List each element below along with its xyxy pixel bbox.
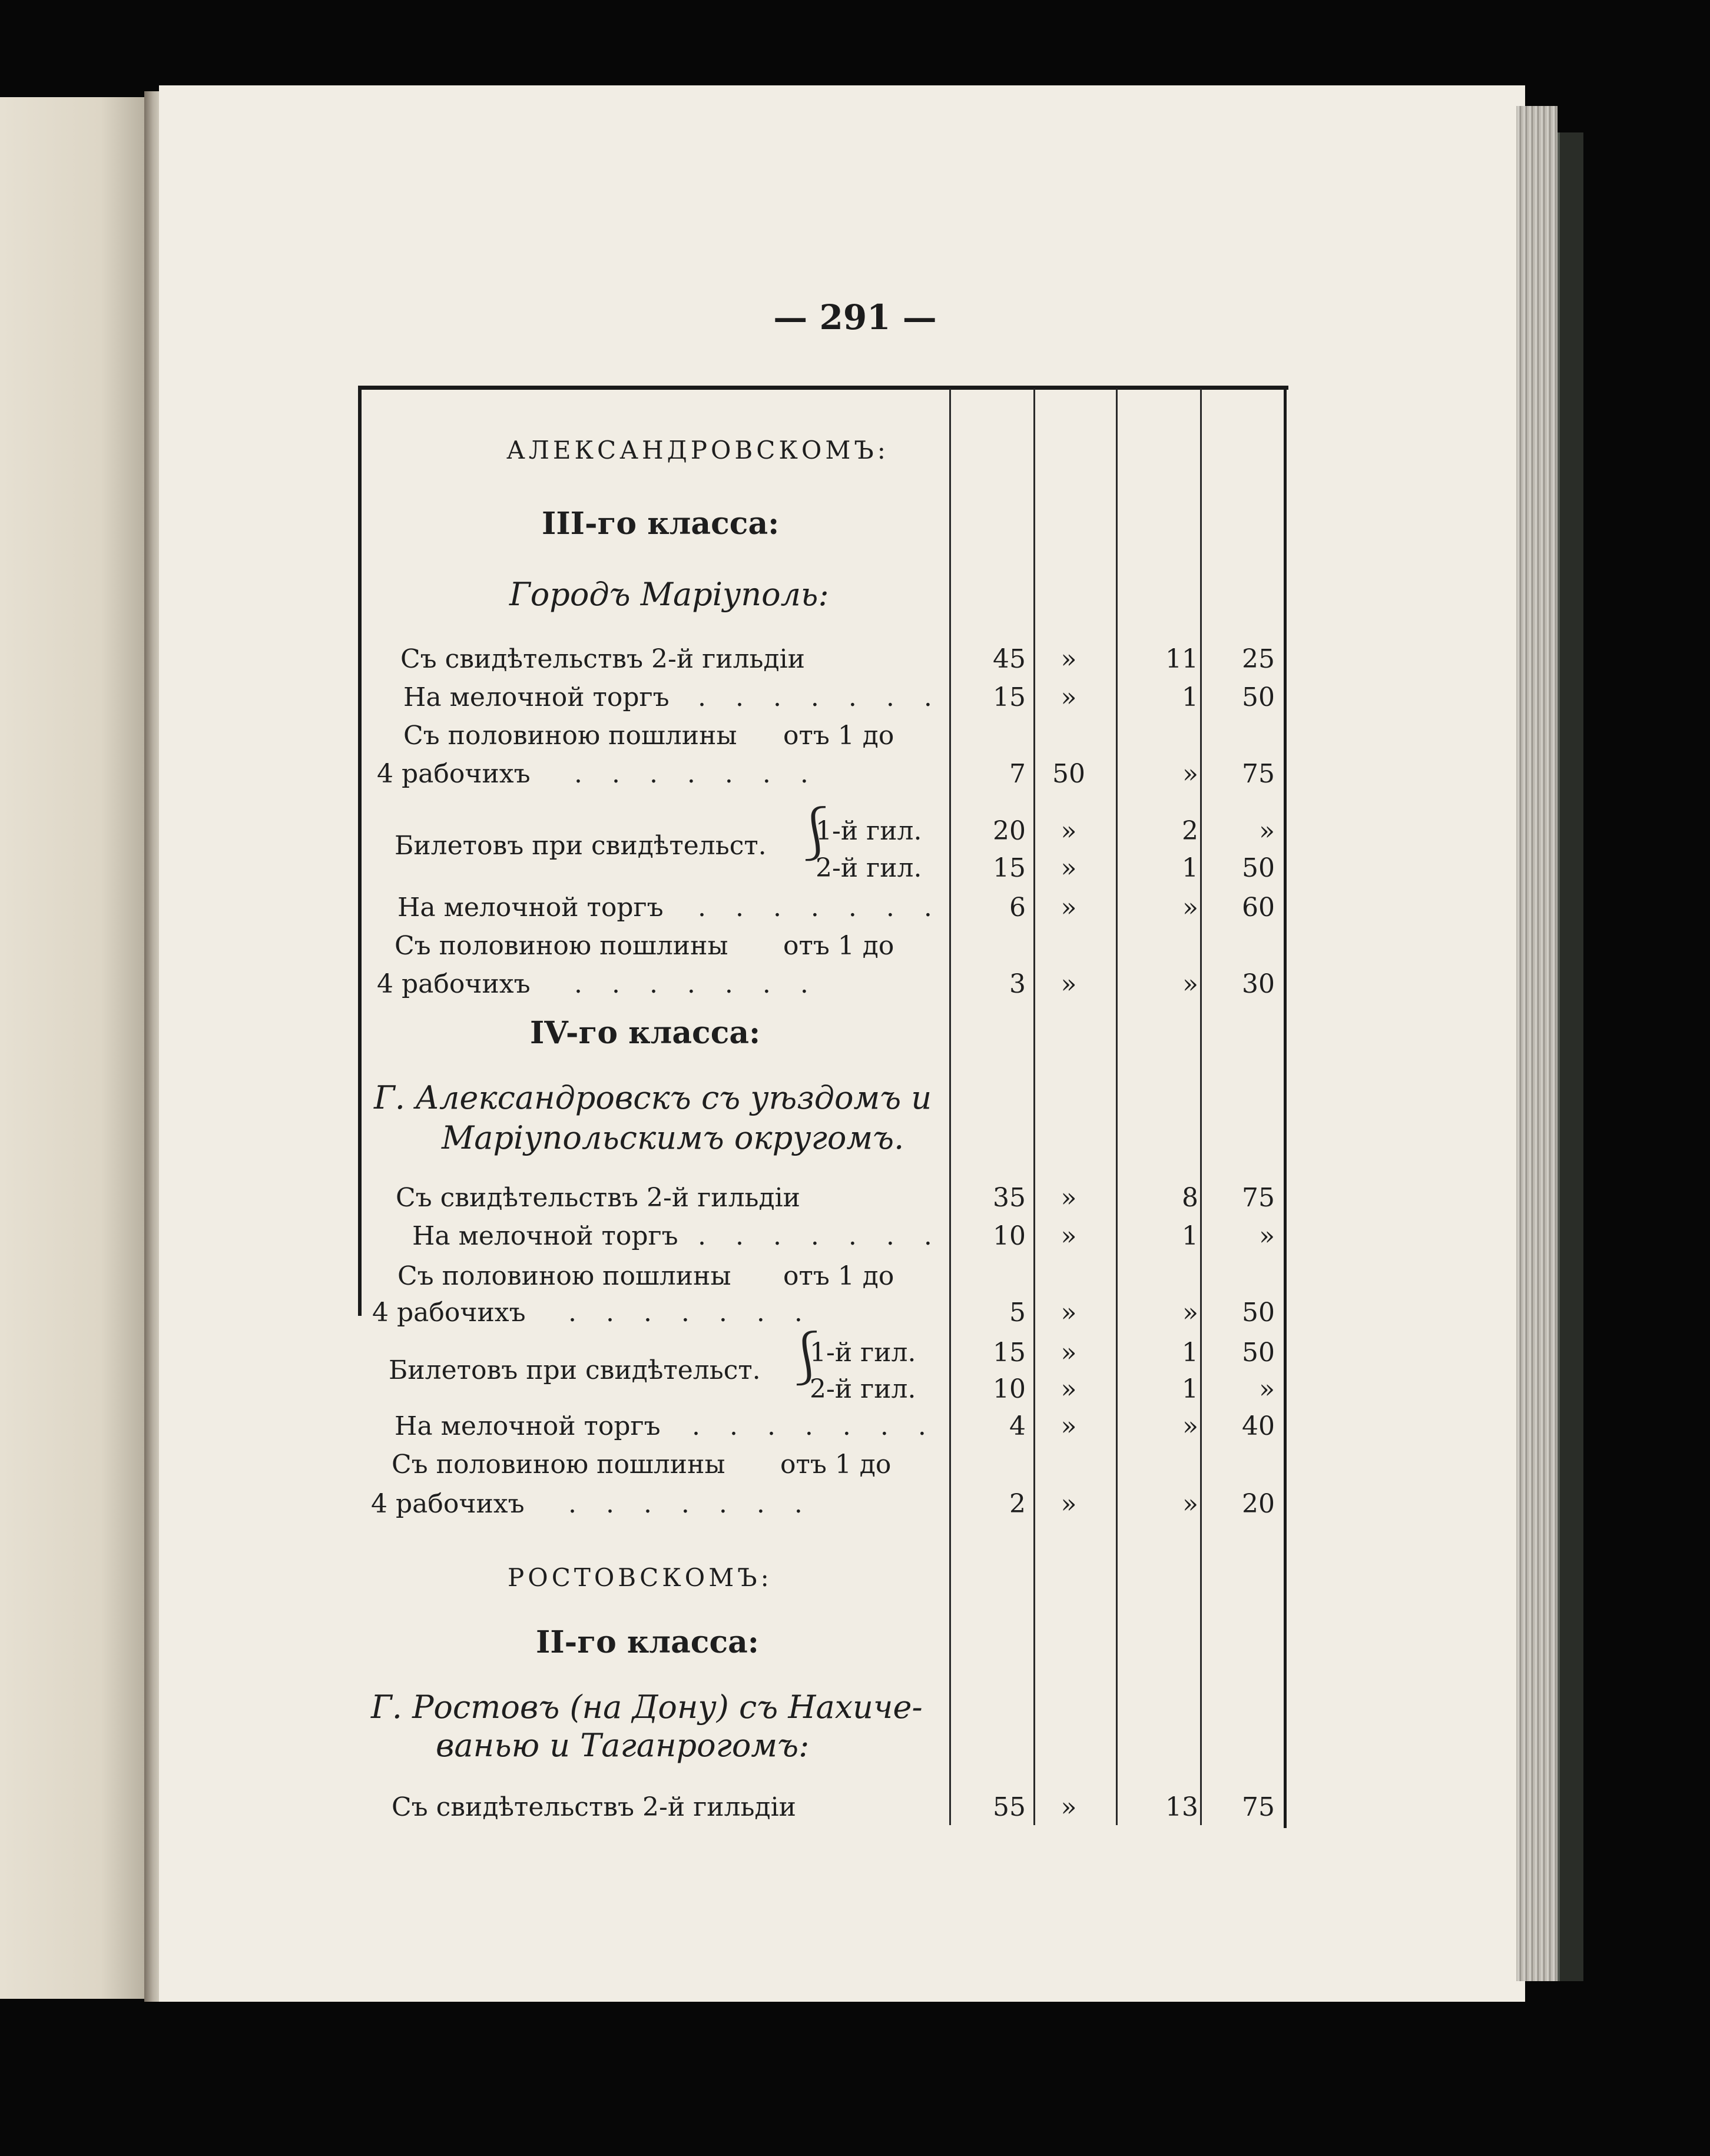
cell: » (1182, 759, 1198, 789)
city-title: Маріупольскимъ округомъ. (442, 1119, 904, 1156)
section-heading (0, 1560, 1710, 1596)
leader-dots: . . . . . . . (698, 682, 943, 712)
cell: 10 (993, 1221, 1026, 1251)
cell: 10 (993, 1374, 1026, 1404)
city-title: ванью и Таганрогомъ: (436, 1727, 810, 1764)
cell: 55 (993, 1792, 1026, 1822)
row-label: Съ половиною пошлины (395, 931, 728, 961)
row-label: На мелочной торгъ (403, 682, 670, 712)
row-label: Билетовъ при свидѣтельст. (389, 1355, 761, 1385)
table-row (0, 928, 1710, 964)
cell: 20 (1242, 1489, 1275, 1519)
table-row (0, 967, 1710, 1002)
cell: 1 (1182, 1374, 1198, 1404)
row-label: Съ свидѣтельствъ 2-й гильдіи (392, 1792, 796, 1822)
cell: » (1259, 1221, 1275, 1251)
class-title: IV-го класса: (530, 1015, 761, 1051)
cell: 15 (993, 853, 1026, 883)
cell: » (1061, 853, 1077, 883)
cell: 35 (993, 1183, 1026, 1213)
cell: » (1061, 816, 1077, 846)
table-row (0, 1447, 1710, 1482)
table-row (0, 851, 1710, 886)
cell: » (1182, 1298, 1198, 1328)
cell: 1 (1182, 853, 1198, 883)
cell: 50 (1052, 759, 1085, 789)
leader-dots: . . . . . . . (574, 759, 819, 789)
cell: » (1061, 1792, 1077, 1822)
cell: 45 (993, 644, 1026, 674)
city-title: Городъ Маріуполь: (509, 576, 829, 613)
cell: » (1061, 1298, 1077, 1328)
cell: » (1061, 1489, 1077, 1519)
cell: 5 (1009, 1298, 1026, 1328)
cell: 50 (1242, 1298, 1275, 1328)
table-row (0, 890, 1710, 926)
cell: » (1182, 1489, 1198, 1519)
page-number: — 291 — (773, 297, 937, 337)
row-label: отъ 1 до (783, 721, 894, 751)
row-label: отъ 1 до (783, 1261, 894, 1291)
class-heading (0, 1016, 1710, 1051)
cell: 50 (1242, 1338, 1275, 1368)
table-row (0, 757, 1710, 792)
cell: » (1182, 969, 1198, 999)
row-label: отъ 1 до (783, 931, 894, 961)
cell: » (1061, 893, 1077, 923)
city-title: Г. Ростовъ (на Дону) съ Нахиче- (371, 1689, 923, 1726)
section-heading (0, 433, 1710, 468)
city-heading (0, 1728, 1710, 1763)
leader-dots: . . . . . . . (698, 1221, 943, 1251)
district-title: АЛЕКСАНДРОВСКОМЪ: (506, 436, 889, 465)
class-title: III-го класса: (542, 506, 780, 542)
table-row (0, 1372, 1710, 1407)
cell: 60 (1242, 893, 1275, 923)
row-label: На мелочной торгъ (397, 893, 664, 923)
table-row (0, 718, 1710, 754)
cell: » (1061, 1374, 1077, 1404)
class-heading (0, 506, 1710, 542)
cell: 1 (1182, 1221, 1198, 1251)
cell: 75 (1242, 759, 1275, 789)
table-row (0, 680, 1710, 715)
brace-icon: ⎰ (780, 1328, 833, 1389)
leader-dots: . . . . . . . (574, 969, 819, 999)
row-label: 1-й гил. (816, 816, 922, 846)
cell: 15 (993, 1338, 1026, 1368)
cell: 3 (1009, 969, 1026, 999)
cell: » (1061, 969, 1077, 999)
row-label: 2-й гил. (816, 853, 922, 883)
cell: » (1061, 682, 1077, 712)
cell: 1 (1182, 682, 1198, 712)
cell: 50 (1242, 682, 1275, 712)
cell: 20 (993, 816, 1026, 846)
table-row (0, 1219, 1710, 1254)
cell: » (1259, 1374, 1275, 1404)
cell: » (1061, 644, 1077, 674)
cell: 1 (1182, 1338, 1198, 1368)
row-label: отъ 1 до (780, 1450, 892, 1480)
row-label: 2-й гил. (810, 1374, 916, 1404)
cell: 13 (1165, 1792, 1198, 1822)
table-row (0, 1259, 1710, 1294)
table-row (0, 803, 1710, 865)
row-label: На мелочной торгъ (395, 1411, 661, 1441)
cell: » (1182, 1411, 1198, 1441)
cell: 30 (1242, 969, 1275, 999)
city-title: Г. Александровскъ съ уѣздомъ и (374, 1079, 932, 1116)
row-label: 4 рабочихъ (377, 969, 531, 999)
cell: 2 (1009, 1489, 1026, 1519)
leader-dots: . . . . . . . (568, 1489, 813, 1519)
leader-dots: . . . . . . . (698, 893, 943, 923)
row-label: 4 рабочихъ (372, 1298, 526, 1328)
cell: 40 (1242, 1411, 1275, 1441)
row-label: 1-й гил. (810, 1338, 916, 1368)
row-label: 4 рабочихъ (377, 759, 531, 789)
cell: 4 (1009, 1411, 1026, 1441)
cell: 75 (1242, 1792, 1275, 1822)
row-label: Съ свидѣтельствъ 2-й гильдіи (400, 644, 805, 674)
city-heading (0, 1120, 1710, 1156)
row-label: Съ половиною пошлины (397, 1261, 731, 1291)
cell: » (1182, 893, 1198, 923)
leader-dots: . . . . . . . (568, 1298, 813, 1328)
cell: 7 (1009, 759, 1026, 789)
cell: » (1061, 1338, 1077, 1368)
row-label: Билетовъ при свидѣтельст. (395, 831, 767, 861)
cell: 2 (1182, 816, 1198, 846)
cell: 8 (1182, 1183, 1198, 1213)
cell: 75 (1242, 1183, 1275, 1213)
cell: 15 (993, 682, 1026, 712)
cell: » (1259, 816, 1275, 846)
row-label: Съ половиною пошлины (392, 1450, 725, 1480)
table-row (0, 1487, 1710, 1522)
brace-icon: ⎰ (789, 803, 842, 865)
class-heading (0, 1625, 1710, 1660)
district-title: РОСТОВСКОМЪ: (508, 1563, 773, 1592)
row-label: 4 рабочихъ (371, 1489, 525, 1519)
cell: » (1061, 1183, 1077, 1213)
cell: 25 (1242, 644, 1275, 674)
city-heading (0, 1080, 1710, 1116)
row-label: На мелочной торгъ (412, 1221, 678, 1251)
cell: 50 (1242, 853, 1275, 883)
row-label: Съ свидѣтельствъ 2-й гильдіи (396, 1183, 800, 1213)
class-title: II-го класса: (536, 1624, 760, 1660)
row-label: Съ половиною пошлины (403, 721, 737, 751)
table-row (0, 1295, 1710, 1331)
cell: » (1061, 1411, 1077, 1441)
table-row (0, 1790, 1710, 1825)
table-row (0, 1180, 1710, 1216)
cell: 11 (1165, 644, 1198, 674)
table-row (0, 1409, 1710, 1444)
cell: 6 (1009, 893, 1026, 923)
cell: » (1061, 1221, 1077, 1251)
city-heading (0, 577, 1710, 612)
city-heading (0, 1690, 1710, 1725)
leader-dots: . . . . . . . (692, 1411, 937, 1441)
table-row (0, 642, 1710, 677)
